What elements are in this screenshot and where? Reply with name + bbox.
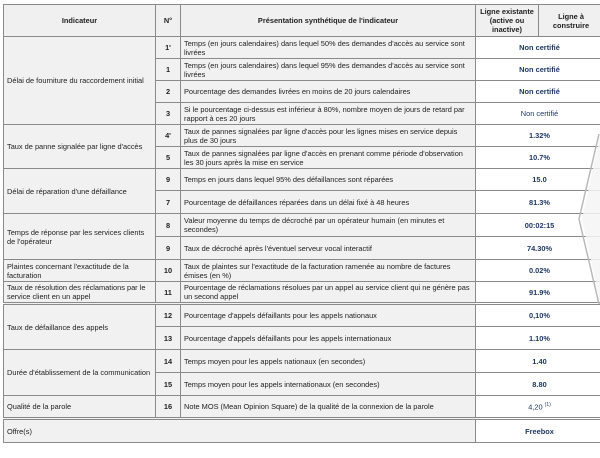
indicator-number: 2 (156, 81, 181, 103)
indicator-value: 00:02:15 (476, 214, 600, 237)
header-numero: N° (156, 5, 181, 37)
indicator-label: Taux de défaillance des appels (4, 304, 156, 350)
indicator-value: 10.7% (476, 147, 600, 169)
table-row (4, 260, 600, 282)
table-row (4, 125, 600, 147)
table-row (4, 304, 600, 327)
indicator-number: 13 (156, 327, 181, 350)
indicator-number: 8 (156, 214, 181, 237)
header-ligne-existante: Ligne existante (active ou inactive) (476, 5, 539, 37)
indicator-description: Si le pourcentage ci-dessus est inférieur à 80%, nombre moyen de jours de retard par rapport à ces 20 jours (181, 103, 476, 125)
indicator-description: Taux de pannes signalées par ligne d'accès en prenant comme période d'observation les 30 jours après la mise en service (181, 147, 476, 169)
indicator-description: Temps en jours dans lequel 95% des défaillances sont réparées (181, 169, 476, 191)
indicator-number: 15 (156, 373, 181, 396)
indicator-description: Note MOS (Mean Opinion Square) de la qualité de la connexion de la parole (181, 396, 476, 419)
offer-value: Freebox (476, 419, 600, 443)
indicator-value: 81.3% (476, 191, 600, 214)
indicator-description: Valeur moyenne du temps de décroché par un opérateur humain (en minutes et secondes) (181, 214, 476, 237)
indicator-description: Pourcentage d'appels défaillants pour les appels internationaux (181, 327, 476, 350)
indicator-value: 8.80 (476, 373, 600, 396)
indicator-description: Pourcentage de réclamations résolues par un appel au service client qui ne génère pas un second appel (181, 282, 476, 304)
indicator-label: Qualité de la parole (4, 396, 156, 419)
quality-indicators-table (3, 4, 600, 443)
indicator-number: 9 (156, 237, 181, 260)
indicator-value: 15.0 (476, 169, 600, 191)
table-row (4, 282, 600, 304)
indicator-number: 9 (156, 169, 181, 191)
indicator-number: 16 (156, 396, 181, 419)
indicator-value: Non certifié (476, 59, 600, 81)
indicator-description: Temps moyen pour les appels internationaux (en secondes) (181, 373, 476, 396)
indicator-number: 12 (156, 304, 181, 327)
indicator-value: 4,20 (528, 402, 543, 412)
indicator-value: Non certifié (476, 37, 600, 59)
indicator-value: 0.02% (476, 260, 600, 282)
indicator-value: 1.10% (476, 327, 600, 350)
offer-row (4, 419, 600, 443)
indicator-value: 1.40 (476, 350, 600, 373)
indicator-label: Délai de fourniture du raccordement initial (4, 37, 156, 125)
indicator-value: 1.32% (476, 125, 600, 147)
indicator-description: Temps (en jours calendaires) dans lequel 95% des demandes d'accès au service sont livrées (181, 59, 476, 81)
header-presentation: Présentation synthétique de l'indicateur (181, 5, 476, 37)
offer-label: Offre(s) (4, 419, 476, 443)
indicator-value: 74.30% (476, 237, 600, 260)
indicator-description: Taux de décroché après l'éventuel serveur vocal interactif (181, 237, 476, 260)
table-row (4, 37, 600, 59)
indicator-description: Pourcentage de défaillances réparées dans un délai fixé à 48 heures (181, 191, 476, 214)
indicator-label: Plaintes concernant l'exactitude de la facturation (4, 260, 156, 282)
indicator-description: Taux de pannes signalées par ligne d'accès pour les lignes mises en service depuis plus de 30 jours (181, 125, 476, 147)
indicator-label: Temps de réponse par les services clients de l'opérateur (4, 214, 156, 260)
indicator-description: Pourcentage d'appels défaillants pour les appels nationaux (181, 304, 476, 327)
indicator-value: 91.9% (476, 282, 600, 304)
indicator-number: 10 (156, 260, 181, 282)
indicator-number: 3 (156, 103, 181, 125)
indicator-value-cell (476, 396, 600, 419)
page-curl-shadow-icon (577, 134, 600, 304)
indicator-description: Temps (en jours calendaires) dans lequel 50% des demandes d'accès au service sont livrées (181, 37, 476, 59)
table-header-row (4, 5, 600, 37)
indicator-table-frame (3, 4, 600, 443)
indicator-value: Non certifié (476, 103, 600, 125)
indicator-description: Pourcentage des demandes livrées en moins de 20 jours calendaires (181, 81, 476, 103)
header-ligne-a-construire: Ligne à construire (539, 5, 600, 37)
table-row (4, 350, 600, 373)
indicator-label: Taux de résolution des réclamations par le service client en un appel (4, 282, 156, 304)
indicator-number: 4' (156, 125, 181, 147)
table-row (4, 214, 600, 237)
indicator-label: Durée d'établissement de la communication (4, 350, 156, 396)
indicator-label: Taux de panne signalée par ligne d'accès (4, 125, 156, 169)
table-row (4, 169, 600, 191)
table-row (4, 396, 600, 419)
indicator-value: Non certifié (476, 81, 600, 103)
indicator-number: 14 (156, 350, 181, 373)
indicator-label: Délai de réparation d'une défaillance (4, 169, 156, 214)
indicator-description: Taux de plaintes sur l'exactitude de la facturation ramenée au nombre de factures émises (en %) (181, 260, 476, 282)
footnote-marker: (1) (544, 402, 551, 409)
indicator-number: 11 (156, 282, 181, 304)
indicator-description: Temps moyen pour les appels nationaux (en secondes) (181, 350, 476, 373)
indicator-number: 5 (156, 147, 181, 169)
header-indicateur: Indicateur (4, 5, 156, 37)
indicator-number: 7 (156, 191, 181, 214)
indicator-value: 0,10% (476, 304, 600, 327)
indicator-number: 1' (156, 37, 181, 59)
indicator-number: 1 (156, 59, 181, 81)
